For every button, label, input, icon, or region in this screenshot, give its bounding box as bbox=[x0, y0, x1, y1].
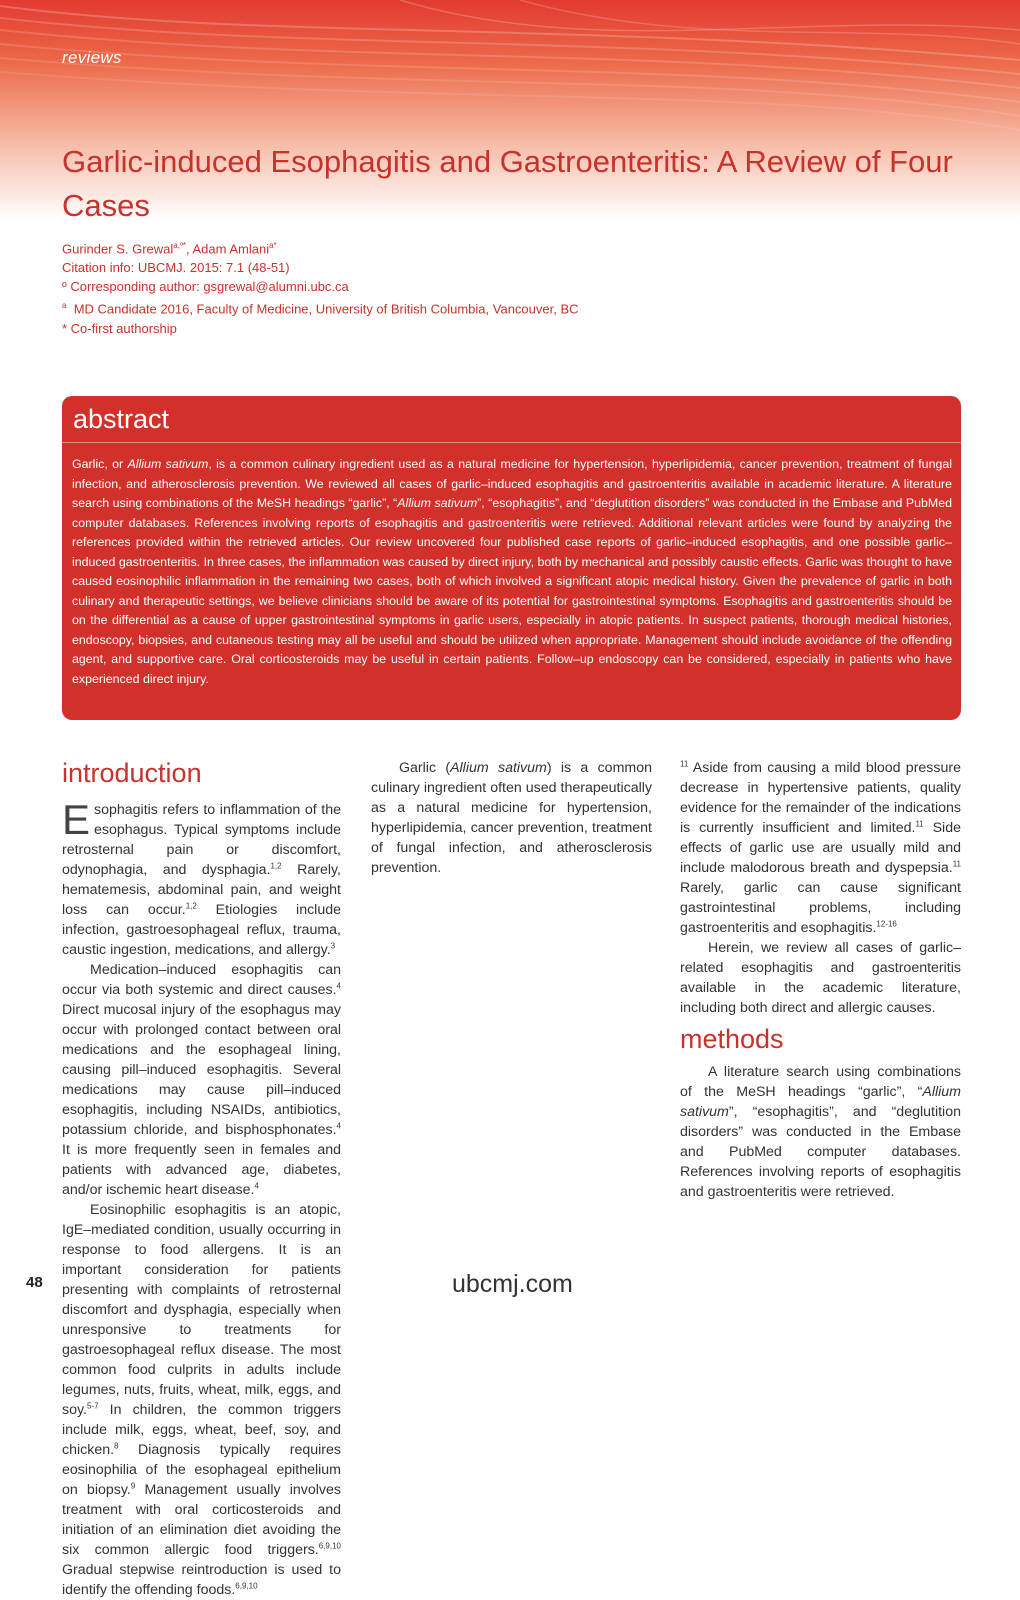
authors-line bbox=[62, 236, 579, 258]
abstract-text-part: , is a common culinary ingredient used as a natural medicine for hypertension, hyperlipidemia, cancer prevention, treatment of fungal infection, and atherosclerosis prevention. We reviewed all cases of garlic–induced esophagitis and gastroenteritis available in academic literature. A literature search using combinations of the MeSH headings “garlic”, “ bbox=[72, 457, 953, 510]
abstract-heading: abstract bbox=[73, 404, 170, 434]
abstract-divider bbox=[62, 442, 961, 443]
paragraph-text: Gradual stepwise reintroduction is used to identify the offending foods. bbox=[62, 1562, 341, 1598]
methods-heading: methods bbox=[680, 1024, 784, 1054]
citation-sup: 1,2 bbox=[270, 861, 282, 871]
abstract-text-part: Garlic, or bbox=[72, 457, 128, 471]
paragraph-text: ”, “esophagitis”, and “deglutition disorders” was conducted in the Embase and PubMed computer databases. References involving reports of esophagitis and gastroenteritis were retrieved. bbox=[680, 1104, 961, 1200]
paragraph-text: Rarely, hematemesis, abdominal pain, and weight loss can occur. bbox=[62, 862, 341, 918]
column-2 bbox=[371, 758, 652, 878]
corresponding-author: º Corresponding author: gsgrewal@alumni.ubc.ca bbox=[62, 279, 349, 295]
article-meta bbox=[62, 236, 579, 338]
citation-sup: 4 bbox=[336, 1121, 341, 1131]
intro-paragraph-4-cont bbox=[680, 758, 961, 938]
citation-sup: 11 bbox=[915, 819, 924, 829]
paragraph-text: Aside from causing a mild blood pressure decrease in hypertensive patients, quality evidence for the remainder of the indications is currently insufficient and limited. bbox=[680, 760, 961, 836]
article-title: Garlic-induced Esophagitis and Gastroenteritis: A Review of Four Cases bbox=[62, 144, 953, 223]
citation-sup: 5-7 bbox=[86, 1401, 99, 1411]
intro-paragraph-4 bbox=[371, 758, 652, 878]
author-separator: , bbox=[185, 241, 193, 257]
citation-sup: 6,9,10 bbox=[318, 1541, 341, 1551]
citation-sup: 1,2 bbox=[185, 901, 197, 911]
affiliation-mark: a bbox=[62, 301, 67, 311]
intro-paragraph-1 bbox=[62, 796, 342, 960]
abstract-box bbox=[62, 396, 961, 720]
paragraph-text: Direct mucosal injury of the esophagus may occur with prolonged contact between oral medications and the esophageal lining, causing pill–induced esophagitis. Several medications may cause pill–induced esophagitis, including NSAIDs, antibiotics, potassium chloride, and bisphosphonates. bbox=[62, 1002, 341, 1138]
abstract-text bbox=[72, 455, 952, 689]
paragraph-text: Diagnosis typically requires eosinophilia of the esophageal epithelium on biopsy. bbox=[62, 1442, 341, 1498]
paragraph-text: ) is a common culinary ingredient often used therapeutically as a natural medicine for hypertension, hyperlipidemia, cancer prevention, treatment of fungal infection, and atherosclerosis prevention. bbox=[371, 760, 652, 876]
citation-sup: 8 bbox=[114, 1441, 119, 1451]
citation-sup: 11 bbox=[952, 859, 961, 869]
intro-paragraph-3 bbox=[62, 1200, 341, 1600]
abstract-italic: Allium sativum bbox=[127, 457, 209, 471]
paragraph-text: Garlic ( bbox=[399, 760, 451, 776]
intro-paragraph-2 bbox=[62, 960, 341, 1200]
introduction-heading: introduction bbox=[62, 758, 202, 788]
abstract-text-part: ”, “esophagitis”, and “deglutition disorders” was conducted in the Embase and PubMed computer databases. References involving reports of esophagitis and gastroenteritis were retrieved. Additional relevant articles were found by analyzing the references provided within the retrieved articles. Our review uncovered four published case reports of garlic–induced esophagitis, and one possible garlic–induced gastroenteritis. In three cases, the inflammation was caused by direct injury, both by mechanical and possibly caustic effects. Garlic was thought to have caused eosinophilic inflammation in the remaining two cases, both of which involved a significant atopic medical history. Given the prevalence of garlic in both culinary and therapeutic settings, we believe clinicians should be aware of its potential for gastrointestinal symptoms. Esophagitis and gastroenteritis should be on the differential as a cause of upper gastrointestinal symptoms in garlic users, especially in atopic patients. In suspect patients, thorough medical histories, endoscopy, biopsies, and cutaneous testing may all be useful and should be utilized when appropriate. Management should include avoidance of the offending agent, and supportive care. Oral corticosteroids may be useful in certain patients. Follow–up endoscopy can be considered, especially in patients who have experienced direct injury. bbox=[72, 496, 952, 686]
paragraph-italic: Allium sativum bbox=[680, 1084, 961, 1120]
column-1 bbox=[62, 758, 341, 1600]
paragraph-text: A literature search using combinations of the MeSH headings “garlic”, “ bbox=[680, 1064, 961, 1100]
paragraph-text: Management usually involves treatment with oral corticosteroids and initiation of an elimination diet avoiding the six common allergic food triggers. bbox=[62, 1482, 341, 1558]
paragraph-text: Etiologies include infection, gastroesophageal reflux, trauma, caustic ingestion, medications, and allergy. bbox=[62, 902, 342, 958]
citation-sup: 4 bbox=[336, 981, 341, 991]
paragraph-text: In children, the common triggers include milk, eggs, wheat, beef, soy, and chicken. bbox=[62, 1402, 341, 1458]
paragraph-text: Eosinophilic esophagitis is an atopic, IgE–mediated condition, usually occurring in response to food allergens. It is an important consideration for patients presenting with complaints of retrosternal discomfort and dysphagia, especially when unresponsive to treatments for gastroesophageal reflux disease. The most common food culprits in adults include legumes, nuts, fruits, wheat, milk, eggs, and soy. bbox=[62, 1202, 341, 1418]
affiliation: MD Candidate 2016, Faculty of Medicine, University of British Columbia, Vancouver, BC bbox=[73, 301, 579, 317]
column-3 bbox=[680, 758, 961, 1202]
paragraph-text: It is more frequently seen in females and patients with advanced age, diabetes, and/or ischemic heart disease. bbox=[62, 1142, 341, 1198]
paragraph-italic: Allium sativum bbox=[450, 760, 547, 776]
citation-sup: 9 bbox=[130, 1481, 136, 1491]
affiliation-line bbox=[62, 296, 579, 318]
methods-paragraph-1 bbox=[680, 1062, 961, 1202]
citation-sup: 4 bbox=[254, 1181, 259, 1191]
citation-sup: 12-16 bbox=[876, 919, 897, 929]
intro-paragraph-5: Herein, we review all cases of garlic–related esophagitis and gastroenteritis available in the academic literature, including both direct and allergic causes. bbox=[680, 940, 961, 1016]
cofirst-note: * Co-first authorship bbox=[62, 320, 177, 336]
paragraph-text: Rarely, garlic can cause significant gastrointestinal problems, including gastroenteritis and esophagitis. bbox=[680, 880, 961, 936]
footer-url: ubcmj.com bbox=[452, 1270, 573, 1298]
author-affil-sup: a,º* bbox=[173, 241, 186, 250]
author-amlani: Adam Amlani bbox=[192, 241, 270, 257]
abstract-italic: Allium sativum bbox=[397, 496, 478, 510]
author-affil-sup: a* bbox=[269, 241, 277, 250]
section-tag: reviews bbox=[62, 48, 122, 67]
paragraph-text: Side effects of garlic use are usually mild and include malodorous breath and dyspepsia. bbox=[680, 820, 961, 876]
citation-sup: 11 bbox=[680, 759, 689, 769]
paragraph-text: sophagitis refers to inflammation of the esophagus. Typical symptoms include retrosternal pain or discomfort, odynophagia, and dysphagia. bbox=[62, 802, 341, 878]
author-grewal: Gurinder S. Grewal bbox=[62, 241, 174, 257]
page-number: 48 bbox=[26, 1274, 43, 1291]
citation-sup: 6,9,10 bbox=[235, 1581, 258, 1591]
citation-sup: 3 bbox=[330, 941, 336, 951]
drop-cap: E bbox=[62, 796, 91, 843]
paragraph-text: Medication–induced esophagitis can occur via both systemic and direct causes. bbox=[62, 962, 341, 998]
citation-info: Citation info: UBCMJ. 2015: 7.1 (48-51) bbox=[62, 260, 290, 276]
